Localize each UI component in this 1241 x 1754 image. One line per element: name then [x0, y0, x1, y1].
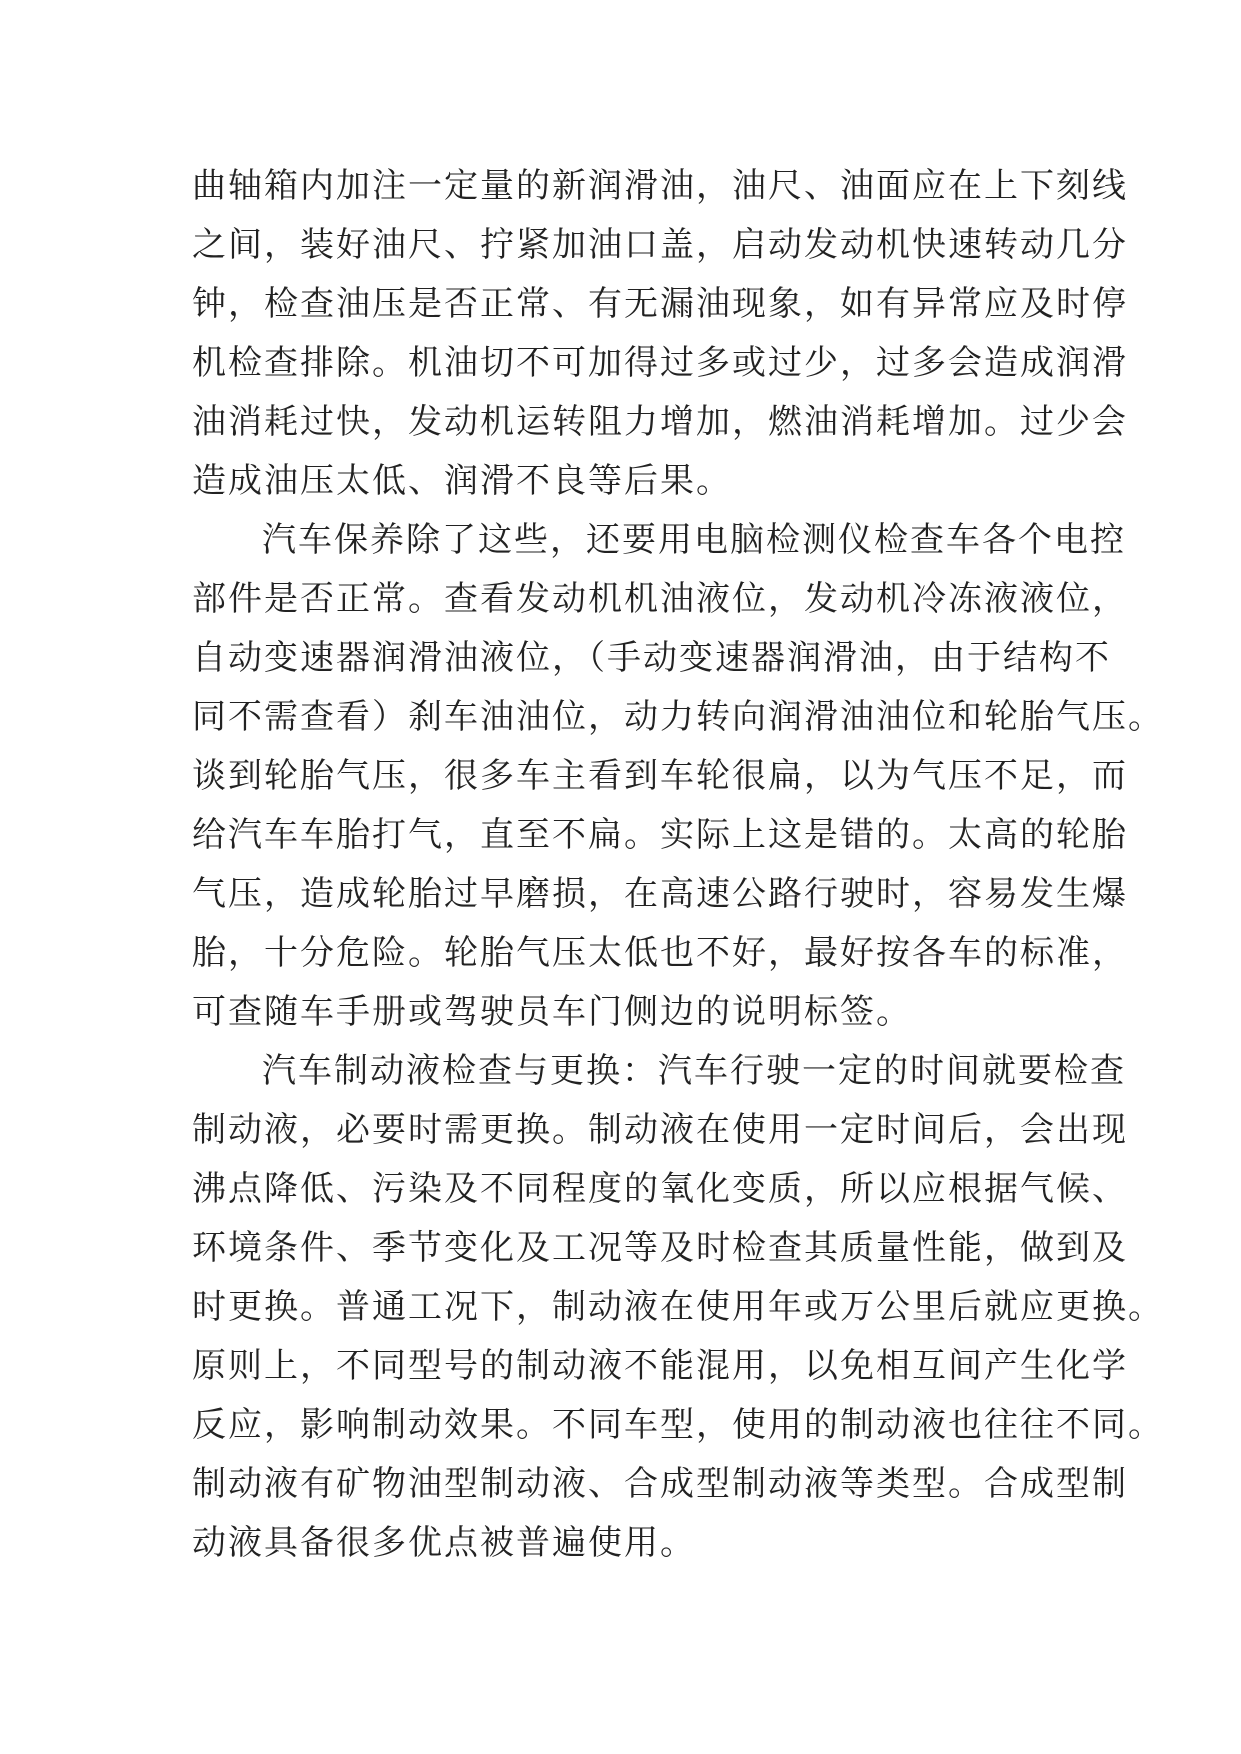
text-line: 时更换。普通工况下，制动液在使用年或万公里后就应更换。 — [192, 1287, 1164, 1327]
text-line: 汽车保养除了这些，还要用电脑检测仪检查车各个电控 — [262, 520, 1126, 560]
text-line: 造成油压太低、润滑不良等后果。 — [192, 461, 732, 501]
text-line: 原则上，不同型号的制动液不能混用，以免相互间产生化学 — [192, 1346, 1128, 1386]
paragraph-2 — [192, 511, 1164, 1042]
text-line: 之间，装好油尺、拧紧加油口盖，启动发动机快速转动几分 — [192, 225, 1128, 265]
text-line: 胎，十分危险。轮胎气压太低也不好，最好按各车的标准， — [192, 933, 1128, 973]
paragraph-3 — [192, 1042, 1164, 1573]
text-line: 油消耗过快，发动机运转阻力增加，燃油消耗增加。过少会 — [192, 402, 1128, 442]
text-line: 气压，造成轮胎过早磨损，在高速公路行驶时，容易发生爆 — [192, 874, 1128, 914]
text-line: 机检查排除。机油切不可加得过多或过少，过多会造成润滑 — [192, 343, 1128, 383]
text-line: 汽车制动液检查与更换：汽车行驶一定的时间就要检查 — [262, 1051, 1126, 1091]
text-line: 反应，影响制动效果。不同车型，使用的制动液也往往不同。 — [192, 1405, 1164, 1445]
text-line: 环境条件、季节变化及工况等及时检查其质量性能，做到及 — [192, 1228, 1128, 1268]
text-line: 谈到轮胎气压，很多车主看到车轮很扁，以为气压不足，而 — [192, 756, 1128, 796]
text-line: 动液具备很多优点被普遍使用。 — [192, 1523, 696, 1563]
text-line: 制动液，必要时需更换。制动液在使用一定时间后，会出现 — [192, 1110, 1128, 1150]
text-line: 沸点降低、污染及不同程度的氧化变质，所以应根据气候、 — [192, 1169, 1128, 1209]
document-body — [192, 157, 1164, 1573]
text-line: 曲轴箱内加注一定量的新润滑油，油尺、油面应在上下刻线 — [192, 166, 1128, 206]
text-line: 部件是否正常。查看发动机机油液位，发动机冷冻液液位， — [192, 579, 1128, 619]
paragraph-1 — [192, 157, 1128, 511]
text-line: 自动变速器润滑油液位，（手动变速器润滑油，由于结构不 — [192, 638, 1111, 678]
text-line: 制动液有矿物油型制动液、合成型制动液等类型。合成型制 — [192, 1464, 1128, 1504]
text-line: 钟，检查油压是否正常、有无漏油现象，如有异常应及时停 — [192, 284, 1128, 324]
text-line: 可查随车手册或驾驶员车门侧边的说明标签。 — [192, 992, 912, 1032]
text-line: 给汽车车胎打气，直至不扁。实际上这是错的。太高的轮胎 — [192, 815, 1128, 855]
text-line: 同不需查看）刹车油油位，动力转向润滑油油位和轮胎气压。 — [192, 697, 1164, 737]
